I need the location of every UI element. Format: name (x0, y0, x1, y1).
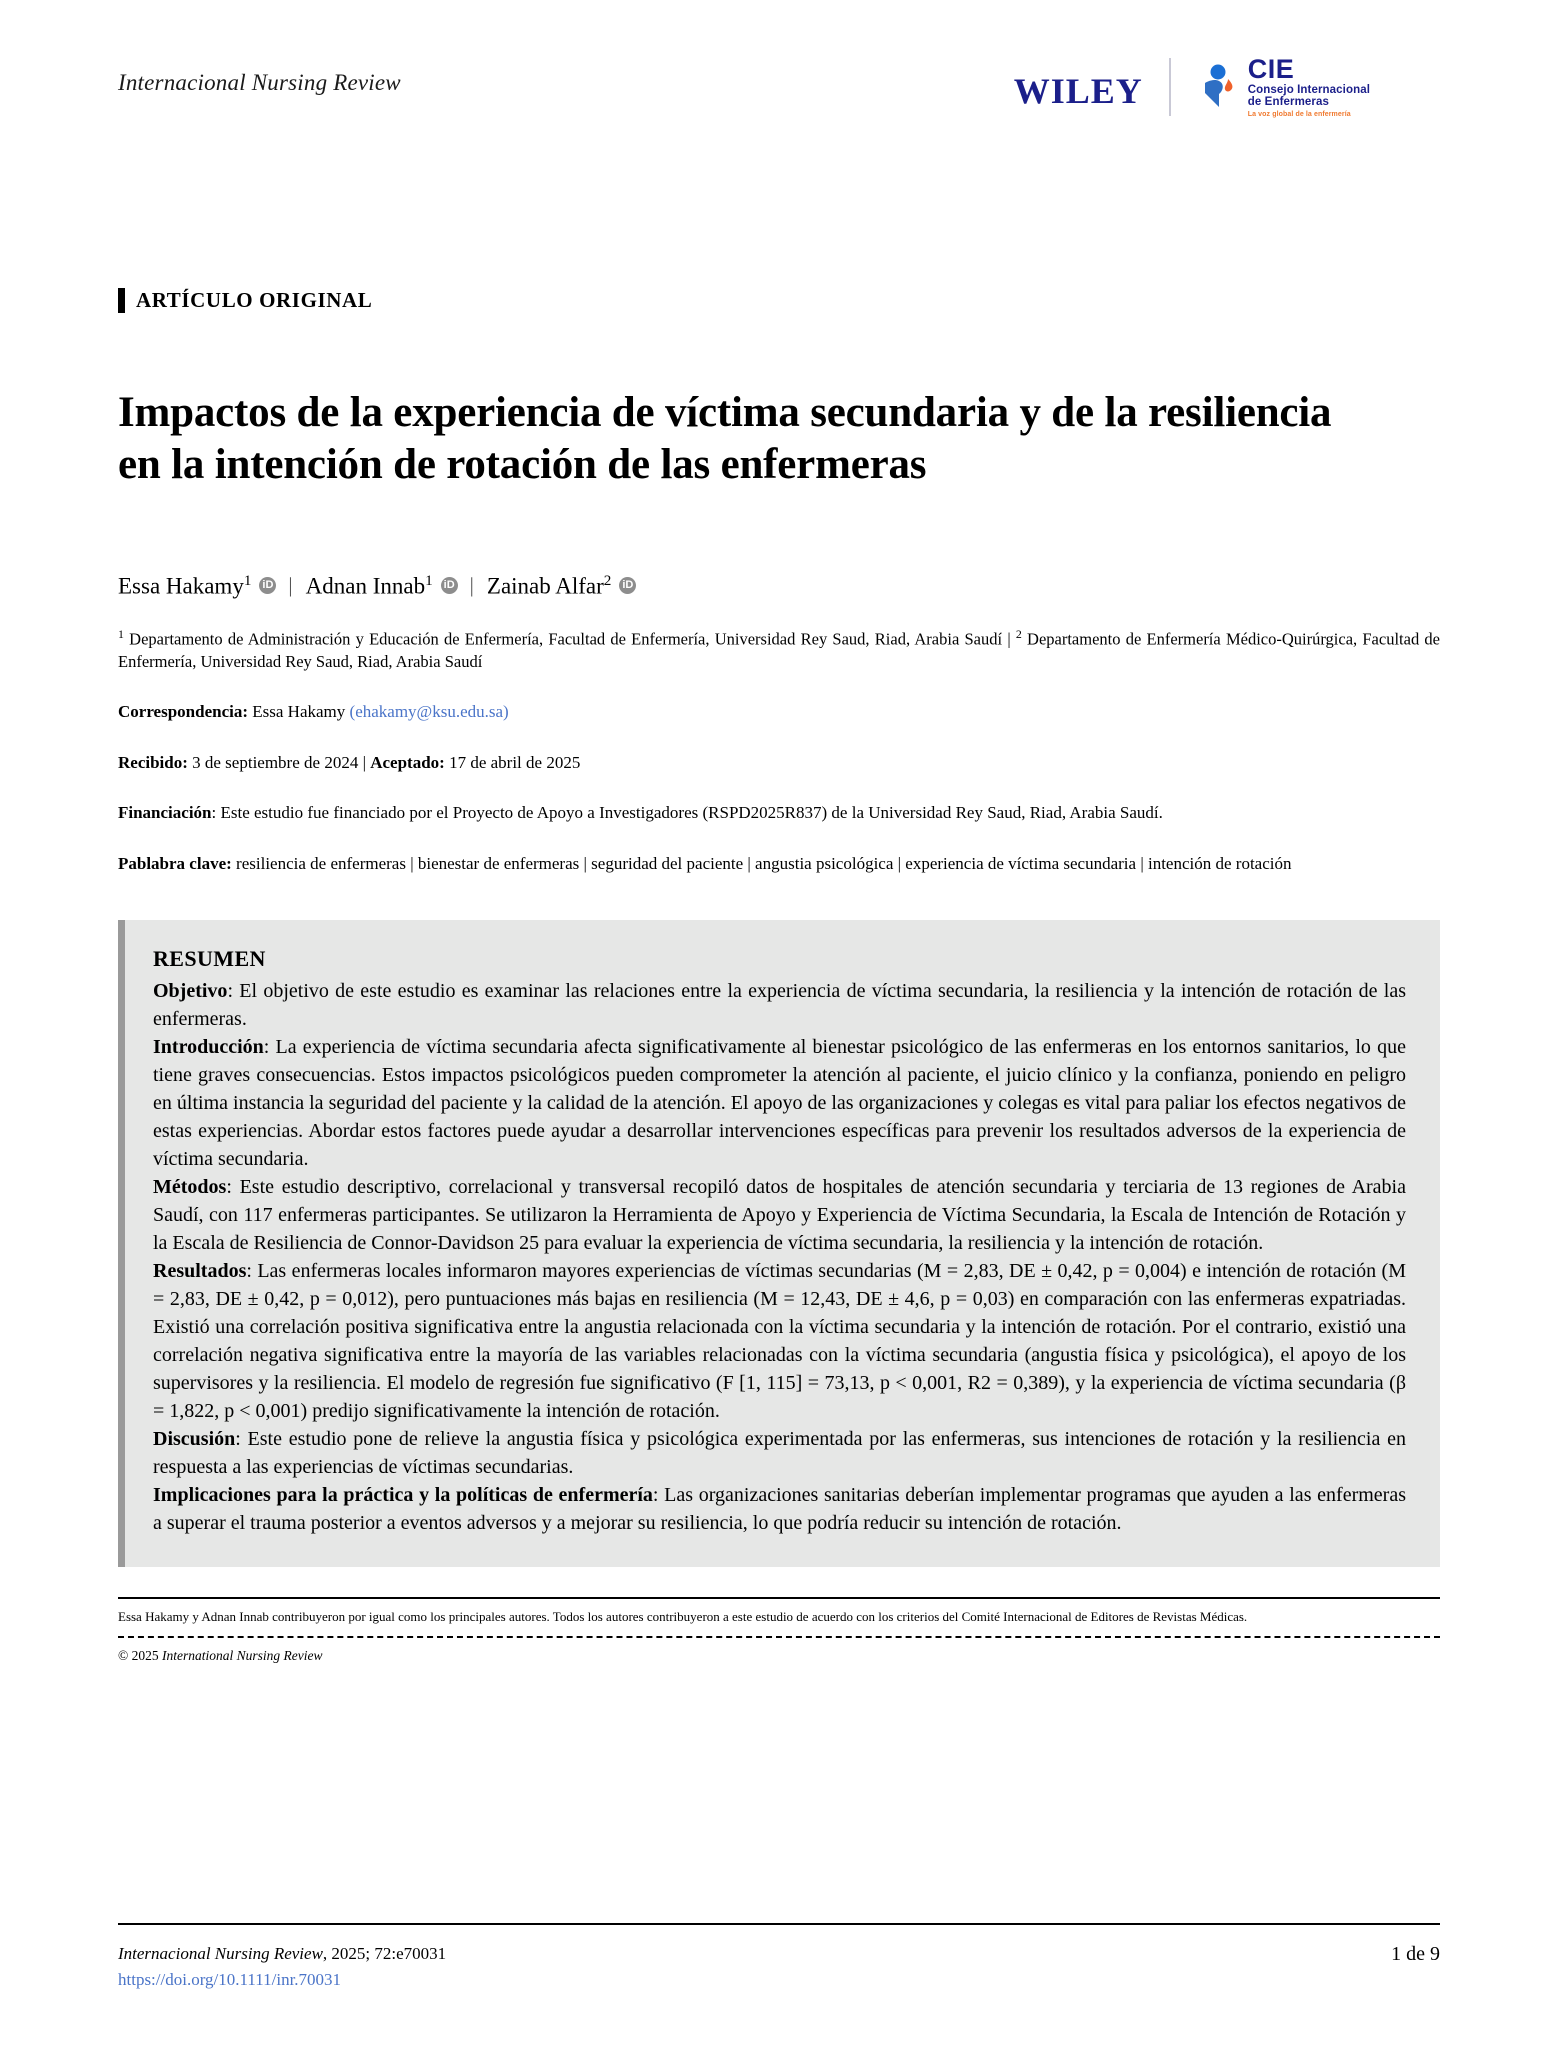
correspondence-line (118, 700, 1440, 725)
accepted-label: Aceptado: (370, 752, 445, 772)
author-list (118, 572, 1440, 600)
author-affiliation-marker: 2 (603, 571, 612, 589)
orcid-id-icon[interactable]: iD (441, 577, 458, 594)
abstract-heading: RESUMEN (153, 946, 266, 972)
abstract-section (153, 1425, 1406, 1481)
affiliations (118, 626, 1440, 674)
received-label: Recibido: (118, 752, 188, 772)
abstract-section-label: Objetivo (153, 980, 228, 1003)
abstract-box (118, 920, 1440, 1567)
article-type-label: ARTÍCULO ORIGINAL (136, 288, 373, 312)
cie-name-line-2: de Enfermeras (1247, 96, 1329, 109)
author-name: Adnan Innab (305, 573, 426, 599)
publisher-logos (1014, 56, 1440, 118)
author-entry (306, 572, 433, 600)
correspondence-label: Correspondencia: (118, 701, 249, 721)
orcid-id-icon[interactable]: iD (619, 577, 636, 594)
footer-citation-rest: , 2025; 72:e70031 (322, 1943, 447, 1963)
abstract-section-text: : Este estudio pone de relieve la angustia física y psicológica experimentada por las enfermeras, sus intenciones de rotación y la resiliencia en respuesta a las experiencias de víctimas secundarias. (153, 1428, 1406, 1479)
logo-divider (1169, 58, 1171, 116)
keywords-line (118, 852, 1440, 877)
cie-name-line-1: Consejo Internacional (1247, 83, 1370, 96)
correspondence-name: Essa Hakamy (248, 701, 350, 721)
keywords-label: Pablabra clave: (118, 853, 232, 873)
author-entry (118, 572, 251, 600)
abstract-section-text: : Las organizaciones sanitarias deberían implementar programas que ayuden a las enfermeras a superar el trauma posterior a eventos adversos y a mejorar su resiliencia, lo que podría reducir su intención de rotación. (153, 1484, 1406, 1535)
accepted-value: 17 de abril de 2025 (444, 752, 581, 772)
copyright-journal: International Nursing Review (162, 1647, 323, 1663)
affiliation-marker-1: 1 (118, 626, 124, 641)
footnote-rule (118, 1597, 1440, 1599)
article-type (118, 288, 1440, 313)
author-separator: | (469, 573, 474, 598)
abstract-section (153, 1033, 1406, 1173)
author-name: Zainab Alfar (486, 573, 604, 599)
orcid-id-icon[interactable]: iD (259, 577, 276, 594)
cie-acronym: CIE (1247, 54, 1295, 84)
article-type-bar-icon (118, 288, 125, 313)
masthead (118, 0, 1440, 166)
author-separator: | (288, 573, 293, 598)
abstract-section-label: Métodos (153, 1176, 227, 1199)
received-value: 3 de septiembre de 2024 | (187, 752, 371, 772)
footer-citation (118, 1941, 446, 1967)
footnote-dashed-rule (118, 1636, 1440, 1638)
article-metadata (118, 626, 1440, 877)
author-name: Essa Hakamy (118, 573, 244, 599)
cie-logo (1197, 56, 1370, 118)
abstract-section-label: Introducción (153, 1036, 264, 1059)
wiley-logo: wiley (1013, 58, 1143, 116)
abstract-section (153, 977, 1406, 1033)
page-footer (118, 1923, 1440, 1990)
abstract-section (153, 1481, 1406, 1537)
contribution-footnote: Essa Hakamy y Adnan Innab contribuyeron por igual como los principales autores. Todos los autores contribuyeron a este estudio de acuerdo con los criterios del Comité Internacional de Editores de Revistas Médicas. (118, 1609, 1248, 1625)
abstract-section (153, 1173, 1406, 1257)
author-affiliation-marker: 1 (425, 571, 433, 589)
abstract-section-text: : Este estudio descriptivo, correlacional y transversal recopiló datos de hospitales de atención secundaria y terciaria de 13 regiones de Arabia Saudí, con 117 enfermeras participantes. Se utilizaron la Herramienta de Apoyo y Experiencia de Víctima Secundaria, la Escala de Intención de Rotación y la Escala de Resiliencia de Connor-Davidson 25 para evaluar la experiencia de víctima secundaria, la resiliencia y la intención de rotación. (153, 1176, 1406, 1255)
copyright-symbol: © 2025 (118, 1647, 163, 1663)
footer-row (118, 1941, 1440, 1990)
abstract-section-text: : La experiencia de víctima secundaria afecta significativamente al bienestar psicológico de las enfermeras en los entornos sanitarios, lo que tiene graves consecuencias. Estos impactos psicológicos pueden comprometer la atención al paciente, el juicio clínico y la confianza, poniendo en peligro en última instancia la seguridad del paciente y la calidad de la atención. El apoyo de las organizaciones y colegas es vital para paliar los efectos negativos de estas experiencias. Abordar estos factores puede ayudar a desarrollar intervenciones específicas para prevenir los resultados adversos de la experiencia de víctima secundaria. (153, 1036, 1406, 1171)
footer-rule (118, 1923, 1440, 1925)
copyright-line (118, 1648, 1440, 1664)
footer-left (118, 1941, 446, 1990)
cie-text-block (1248, 56, 1370, 118)
footer-citation-journal: Internacional Nursing Review (118, 1943, 323, 1963)
doi-link[interactable]: https://doi.org/10.1111/inr.70031 (118, 1970, 342, 1989)
affiliation-text-1: Departamento de Administración y Educación de Enfermería, Facultad de Enfermería, Universidad Rey Saud, Riad, Arabia Saudí | (123, 629, 1016, 649)
funding-line (118, 801, 1440, 826)
affiliation-text-2: Departamento de Enfermería Médico-Quirúrgica, Facultad de Enfermería, Universidad Rey Saud, Riad, Arabia Saudí (118, 629, 1440, 672)
abstract-section-label: Resultados (153, 1260, 247, 1283)
correspondence-email-link[interactable]: (ehakamy@ksu.edu.sa) (349, 701, 509, 721)
author-affiliation-marker: 1 (243, 571, 252, 589)
cie-tagline: La voz global de la enfermería (1247, 110, 1351, 118)
page-title: Impactos de la experiencia de víctima secundaria y de la resiliencia en la intención de rotación de las enfermeras (118, 389, 1332, 489)
funding-text: : Este estudio fue financiado por el Proyecto de Apoyo a Investigadores (RSPD2025R837) de la Universidad Rey Saud, Riad, Arabia Saudí. (211, 803, 1163, 823)
journal-running-head: Internacional Nursing Review (118, 70, 401, 95)
abstract-section-label: Implicaciones para la práctica y la políticas de enfermería (153, 1484, 653, 1507)
abstract-section-text: : El objetivo de este estudio es examinar las relaciones entre la experiencia de víctima secundaria, la resiliencia y la intención de rotación de las enfermeras. (153, 980, 1406, 1031)
affiliation-marker-2: 2 (1015, 626, 1022, 641)
abstract-section-text: : Las enfermeras locales informaron mayores experiencias de víctimas secundarias (M = 2,83, DE ± 0,42, p = 0,004) e intención de rotación (M = 2,83, DE ± 0,42, p = 0,012), pero puntuaciones más bajas en resiliencia (M = 12,43, DE ± 4,6, p = 0,03) en comparación con las enfermeras expatriadas. Existió una correlación positiva significativa entre la angustia relacionada con la víctima secundaria y la intención de rotación. Por el contrario, existió una correlación negativa significativa entre la mayoría de las variables relacionadas con la víctima secundaria (angustia física y psicológica), el apoyo de los supervisores y la resiliencia. El modelo de regresión fue significativo (F [1, 115] = 73,13, p < 0,001, R2 = 0,389), y la experiencia de víctima secundaria (β = 1,822, p < 0,001) predijo significativamente la intención de rotación. (153, 1260, 1406, 1423)
dates-line (118, 751, 1440, 776)
cie-figure-icon (1197, 63, 1239, 111)
funding-label: Financiación (118, 803, 212, 823)
abstract-section (153, 1257, 1406, 1425)
keywords-text: resiliencia de enfermeras | bienestar de enfermeras | seguridad del paciente | angustia psicológica | experiencia de víctima secundaria | intención de rotación (231, 853, 1292, 873)
page-number: 1 de 9 (1391, 1942, 1440, 1965)
author-entry (487, 572, 611, 600)
abstract-section-label: Discusión (153, 1428, 236, 1451)
